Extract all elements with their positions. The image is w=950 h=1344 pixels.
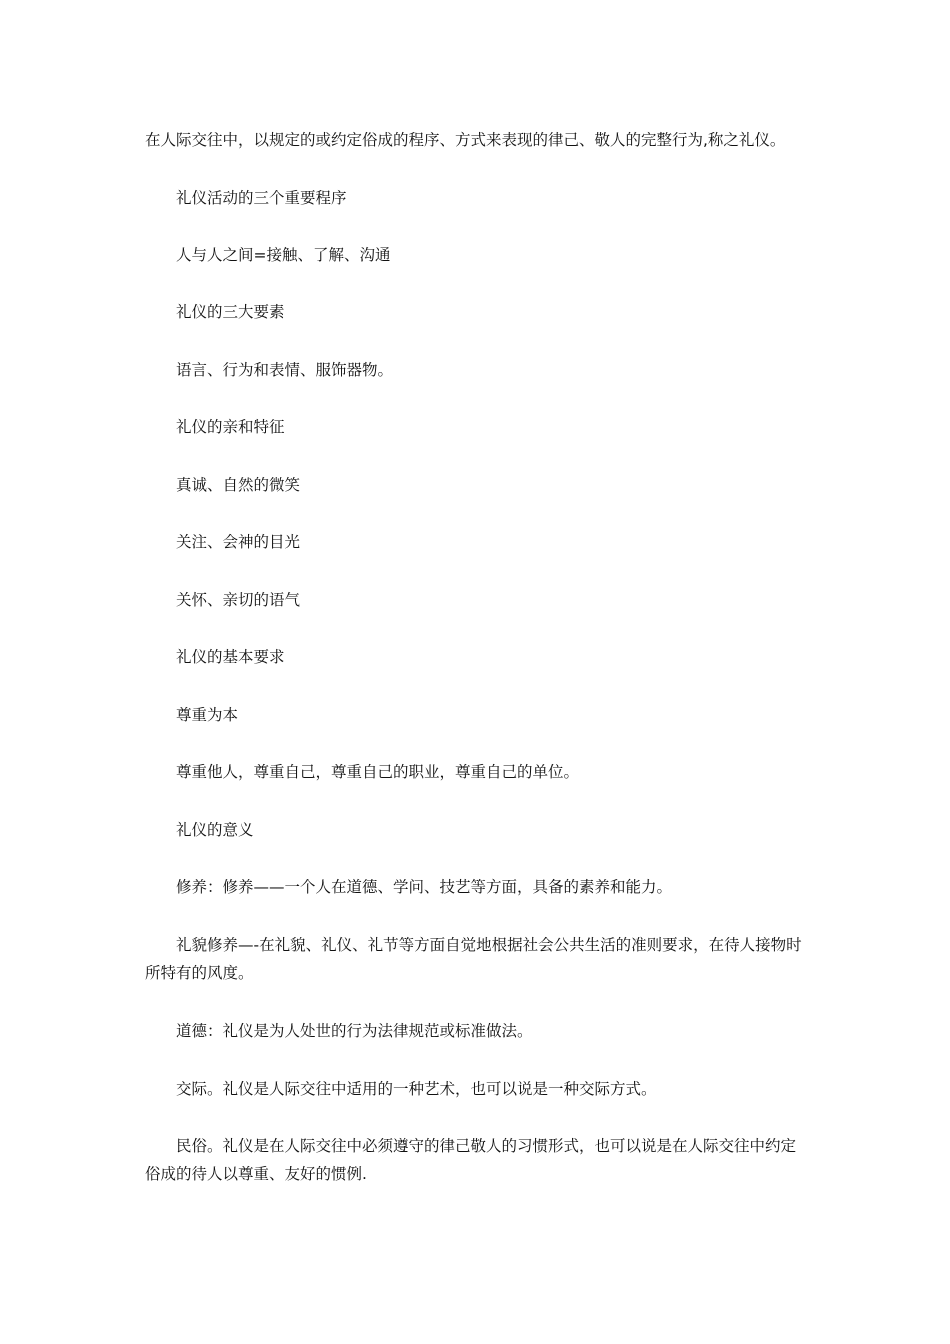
paragraph-elements: 语言、行为和表情、服饰器物。: [176, 361, 394, 379]
paragraph-tone: 关怀、亲切的语气: [176, 591, 301, 609]
paragraph-courtesy-cultivation: 礼貌修养—-在礼貌、礼仪、礼节等方面自觉地根据社会公共生活的准则要求，在待人接物时所特有的风度。: [145, 936, 802, 982]
paragraph-smile: 真诚、自然的微笑: [176, 476, 301, 494]
paragraph-definition: 在人际交往中，以规定的或约定俗成的程序、方式来表现的律己、敬人的完整行为,称之礼仪。: [145, 131, 786, 149]
heading-three-elements: 礼仪的三大要素: [176, 303, 285, 321]
paragraph-morality: 道德：礼仪是为人处世的行为法律规范或标准做法。: [176, 1022, 533, 1040]
paragraph-cultivation: 修养：修养——一个人在道德、学问、技艺等方面，具备的素养和能力。: [176, 878, 673, 896]
paragraph-respect-basis: 尊重为本: [176, 706, 239, 724]
paragraph-folk-custom: 民俗。礼仪是在人际交往中必须遵守的律己敬人的习惯形式，也可以说是在人际交往中约定俗成的待人以尊重、友好的惯例.: [145, 1137, 797, 1183]
paragraph-gaze: 关注、会神的目光: [176, 533, 301, 551]
paragraph-communication: 交际。礼仪是人际交往中适用的一种艺术，也可以说是一种交际方式。: [176, 1080, 657, 1098]
heading-three-procedures: 礼仪活动的三个重要程序: [176, 189, 347, 207]
paragraph-contact: 人与人之间=接触、了解、沟通: [176, 246, 391, 264]
heading-affinity: 礼仪的亲和特征: [176, 418, 285, 436]
heading-basic-requirements: 礼仪的基本要求: [176, 648, 285, 666]
heading-significance: 礼仪的意义: [176, 821, 254, 839]
paragraph-respect: 尊重他人，尊重自己，尊重自己的职业，尊重自己的单位。: [176, 763, 580, 781]
